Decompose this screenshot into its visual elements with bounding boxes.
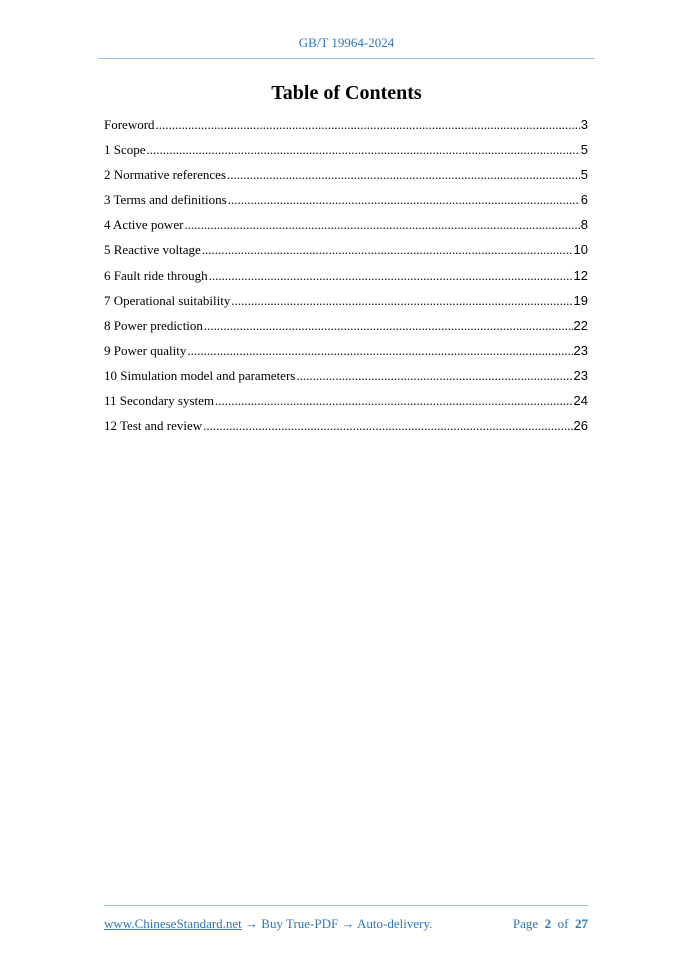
toc-entry-fault-ride-through[interactable] — [104, 268, 588, 293]
toc-entry-label: 8 Power prediction — [104, 317, 203, 333]
toc-dot-leader — [147, 142, 580, 158]
footer-promo — [104, 916, 432, 932]
toc-dot-leader — [227, 167, 580, 183]
toc-entry-page: 8 — [580, 217, 588, 233]
of-word: of — [557, 916, 569, 931]
toc-entry-page: 24 — [573, 393, 588, 409]
toc-entry-label: 2 Normative references — [104, 167, 226, 183]
header-divider — [98, 58, 595, 59]
toc-entry-label: 5 Reactive voltage — [104, 242, 201, 258]
toc-entry-normative-references[interactable] — [104, 167, 588, 192]
toc-entry-test-and-review[interactable] — [104, 418, 588, 443]
toc-entry-terms-and-definitions[interactable] — [104, 192, 588, 217]
toc-entry-page: 23 — [573, 342, 588, 358]
toc-dot-leader — [184, 217, 579, 233]
toc-dot-leader — [228, 192, 580, 208]
toc-entry-foreword[interactable] — [104, 117, 588, 142]
toc-dot-leader — [204, 318, 573, 334]
toc-dot-leader — [202, 242, 573, 258]
toc-entry-operational-suitability[interactable] — [104, 293, 588, 318]
page-footer — [104, 916, 588, 932]
toc-dot-leader — [215, 393, 573, 409]
toc-dot-leader — [187, 343, 572, 359]
page-number — [513, 916, 588, 932]
toc-entry-power-prediction[interactable] — [104, 318, 588, 343]
toc-entry-label: 9 Power quality — [104, 342, 187, 358]
toc-entry-label: 10 Simulation model and parameters — [104, 367, 296, 383]
toc-entry-active-power[interactable] — [104, 217, 588, 242]
toc-dot-leader — [156, 117, 580, 133]
toc-entry-label: 1 Scope — [104, 142, 146, 158]
toc-dot-leader — [203, 418, 572, 434]
toc-dot-leader — [296, 368, 572, 384]
toc-entry-label: 4 Active power — [104, 217, 184, 233]
toc-entry-page: 22 — [573, 317, 588, 333]
toc-entry-power-quality[interactable] — [104, 343, 588, 368]
toc-entry-reactive-voltage[interactable] — [104, 242, 588, 267]
toc-entry-label: 12 Test and review — [104, 418, 203, 434]
toc-entry-page: 12 — [573, 267, 588, 283]
toc-entry-page: 19 — [573, 292, 588, 308]
toc-entry-page: 10 — [573, 242, 588, 258]
toc-entry-label: 3 Terms and definitions — [104, 192, 227, 208]
current-page-number: 2 — [544, 916, 552, 931]
toc-entry-label: Foreword — [104, 117, 155, 132]
footer-promo-text: → Buy True-PDF → Auto-delivery. — [241, 916, 433, 931]
toc-dot-leader — [209, 268, 573, 284]
toc-entry-page: 23 — [573, 367, 588, 383]
toc-list — [104, 117, 588, 443]
toc-entry-page: 5 — [580, 142, 588, 158]
toc-dot-leader — [231, 293, 572, 309]
page-word: Page — [512, 916, 539, 931]
document-code-header: GB/T 19964-2024 — [298, 35, 395, 50]
toc-entry-label: 6 Fault ride through — [104, 267, 208, 283]
toc-entry-page: 26 — [573, 418, 588, 434]
total-pages-number: 27 — [575, 916, 588, 931]
toc-entry-page: 6 — [580, 192, 588, 208]
toc-entry-label: 11 Secondary system — [104, 393, 214, 409]
toc-entry-secondary-system[interactable] — [104, 393, 588, 418]
website-link[interactable]: www.ChineseStandard.net — [104, 916, 242, 931]
toc-entry-page: 5 — [580, 167, 588, 183]
toc-entry-page: 3 — [580, 117, 588, 132]
footer-divider — [104, 905, 588, 906]
toc-entry-label: 7 Operational suitability — [104, 292, 231, 308]
toc-entry-simulation-model[interactable] — [104, 368, 588, 393]
toc-title: Table of Contents — [271, 82, 422, 104]
toc-entry-scope[interactable] — [104, 142, 588, 167]
